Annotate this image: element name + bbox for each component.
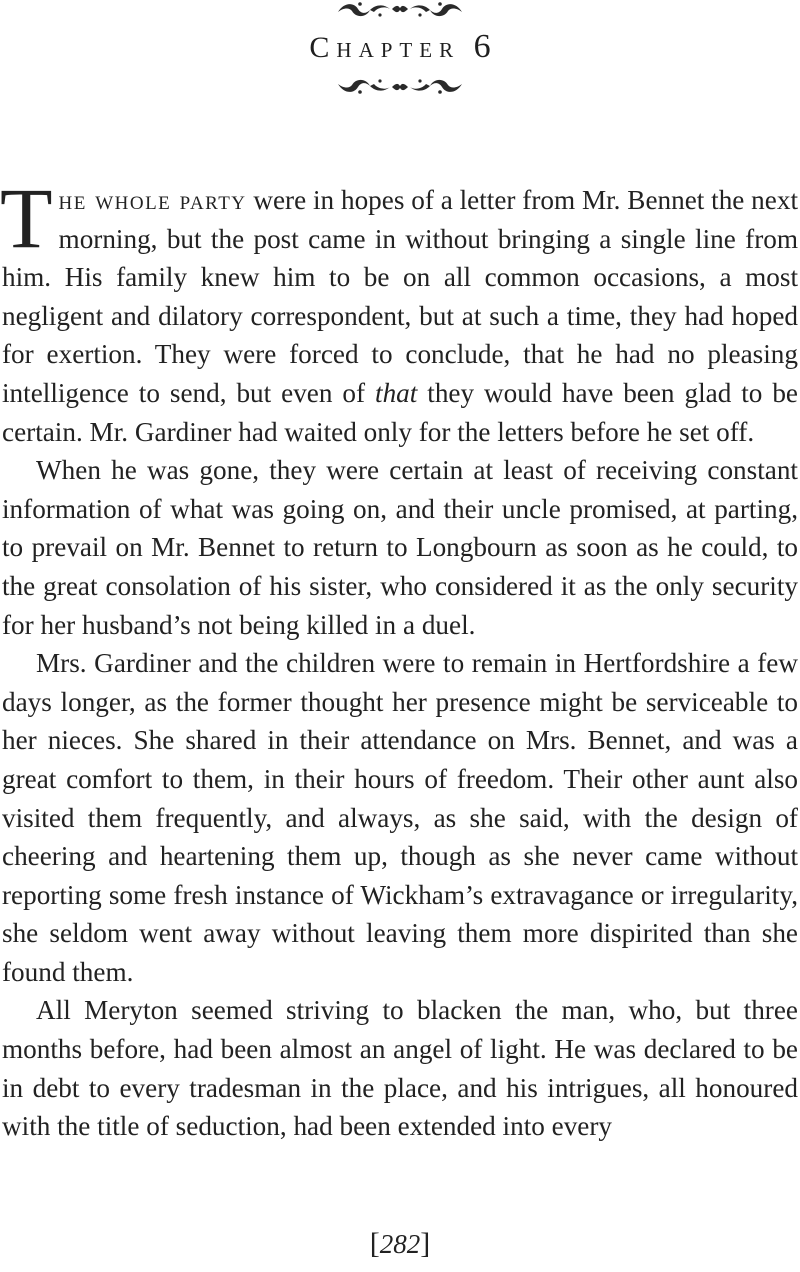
emphasis-word: that [375,377,418,408]
chapter-body [0,170,798,1146]
lead-in-small-caps: he whole party [58,185,247,215]
paragraph-3: Mrs. Gardiner and the children were to remain in Hertfordshire a few days longer, as the former thought her presence might be serviceable to her nieces. She shared in their attendance on Mrs. Bennet, and was a great comfort to them, in their hours of freedom. Their other aunt also visited them frequently, and always, as she said, with the design of cheering and heartening them up, though as she never came without reporting some fresh instance of Wickham’s extravagance or irregularity, she seldom went away without leaving them more dispirited than she found them. [2,648,798,987]
flourish-icon [330,0,470,22]
drop-cap: T [0,170,53,266]
chapter-heading [0,26,800,69]
chapter-number: 6 [473,28,491,65]
folio-right-bracket: ] [420,1227,431,1260]
folio-left-bracket: [ [369,1227,380,1260]
paragraph-1-text-after: they would have been glad to be certain. Mr. Gardiner had waited only for the letters before he set off. [2,377,798,447]
flourish-icon [330,74,470,96]
top-ornament [0,0,800,26]
paragraph-1-text: were in hopes of a letter from Mr. Bennet the next morning, but the post came in without bringing a single line from him. His family knew him to be on all common occasions, a most negligent and dilatory correspondent, but at such a time, they had hoped for exertion. They were forced to conclude, that he had no pleasing intelligence to send, but even of [2,185,798,408]
paragraph-1 [0,170,798,451]
paragraph-4: All Meryton seemed striving to blacken the man, who, but three months before, had been almost an angel of light. He was declared to be in debt to every tradesman in the place, and his intrigues, all honoured with the title of seduction, had been extended into every [2,995,798,1142]
bottom-ornament [0,74,800,100]
chapter-label: Chapter [309,31,461,64]
page-number-footer [0,1226,800,1262]
paragraph-2: When he was gone, they were certain at least of receiving constant information of what was going on, and their uncle promised, at parting, to prevail on Mr. Bennet to return to Longbourn as soon as he could, to the great consolation of his sister, who considered it as the only security for her husband’s not being killed in a duel. [2,455,798,640]
page-number: 282 [379,1229,421,1259]
